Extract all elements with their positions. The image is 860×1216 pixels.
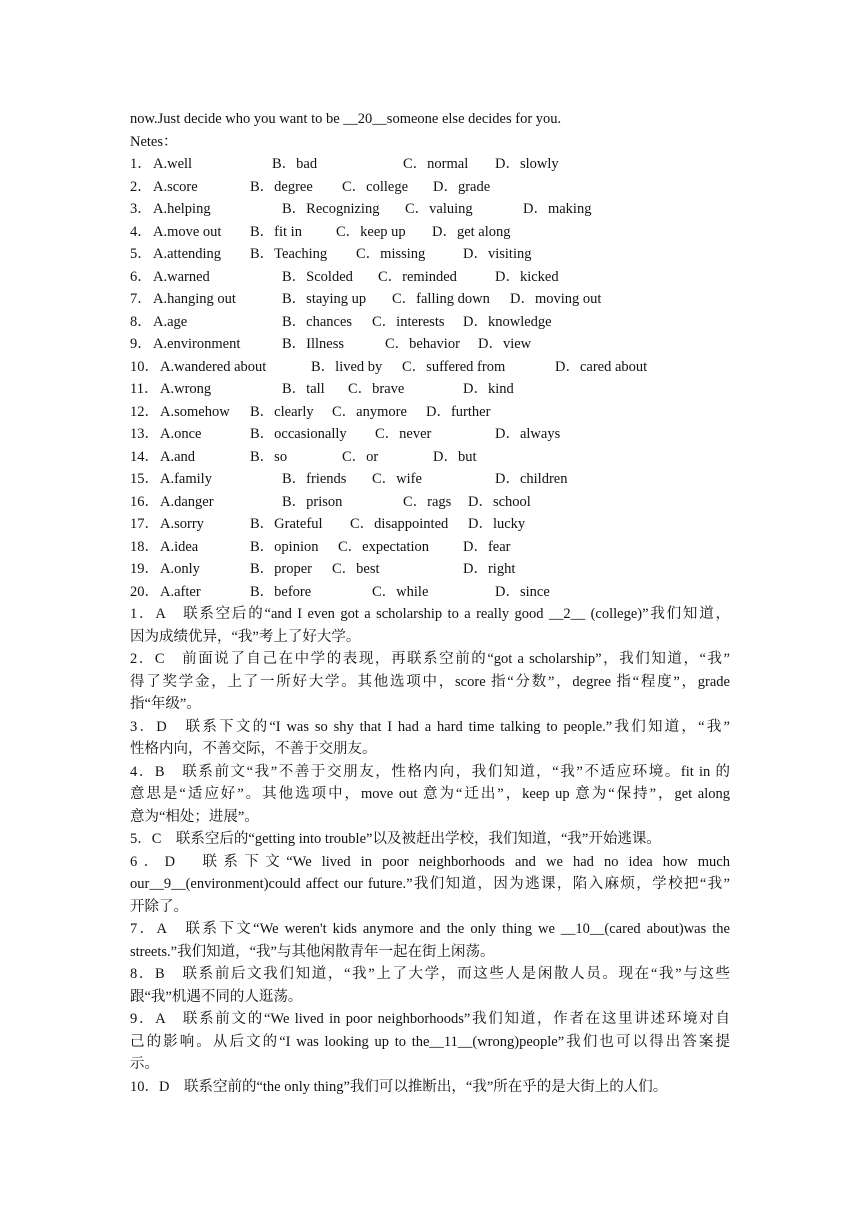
question-row <box>130 356 730 379</box>
option-b: B．Teaching <box>250 246 328 262</box>
notes-label: Netes： <box>130 133 178 150</box>
option-b: B．Grateful <box>250 516 323 532</box>
question-row <box>130 558 730 581</box>
question-number: 3． <box>130 201 152 217</box>
explanation-line: 3．D 联系下文的“I was so shy that I had a hard time talking to people.”我们知道，“我” <box>130 718 730 735</box>
option-c: C．valuing <box>405 201 473 217</box>
option-d: D．grade <box>433 178 491 195</box>
option-d: D．view <box>478 336 532 352</box>
explanation-line: 示。 <box>130 1056 159 1072</box>
explanation-line: 意思是“适应好”。其他选项中，move out 意为“迁出”，keep up 意为“保持”，get along <box>130 786 730 802</box>
question-row <box>130 153 730 176</box>
option-d: D．kicked <box>495 268 559 285</box>
explanation-line: 己的影响。从后文的“I was looking up to the__11__(wrong)people”我们也可以得出答案提 <box>130 1033 730 1050</box>
question-number: 4． <box>130 223 152 240</box>
question-row <box>130 468 730 491</box>
option-a: A.environment <box>153 336 241 352</box>
explanation-line: our__9__(environment)could affect our future.”我们知道，因为逃课，陷入麻烦，学校把“我” <box>130 876 730 892</box>
option-b: B．staying up <box>282 291 367 307</box>
question-number: 17． <box>130 516 159 532</box>
option-a: A.score <box>153 178 198 195</box>
option-b: B．friends <box>282 471 347 487</box>
intro-line: now.Just decide who you want to be __20__someone else decides for you. <box>130 111 562 127</box>
explanation-paragraph <box>130 1076 730 1099</box>
option-a: A.idea <box>160 538 199 555</box>
question-row <box>130 446 730 469</box>
explanation-line: 5．C 联系空后的“getting into trouble”以及被赶出学校，我们知道，“我”开始逃课。 <box>130 831 661 847</box>
option-a: A.once <box>160 426 202 442</box>
explanation-paragraph <box>130 603 730 648</box>
question-number: 8． <box>130 313 152 330</box>
explanation-paragraph <box>130 648 730 716</box>
option-a: A.danger <box>160 493 214 510</box>
explanation-line: 跟“我”机遇不同的人逛荡。 <box>130 988 303 1005</box>
explanation-line: 9．A 联系前文的“We lived in poor neighborhoods”我们知道，作者在这里讲述环境对自 <box>130 1011 730 1027</box>
option-a: A.helping <box>153 201 211 217</box>
question-number: 12． <box>130 403 159 420</box>
question-row <box>130 333 730 356</box>
question-row <box>130 243 730 266</box>
explanation-paragraph <box>130 761 730 829</box>
option-b: B．prison <box>282 493 343 510</box>
option-c: C．best <box>332 561 380 577</box>
question-number: 18． <box>130 538 159 555</box>
question-row <box>130 288 730 311</box>
explanation-line: 7．A 联系下文“We weren't kids anymore and the only thing we __10__(cared about)was the <box>130 921 730 937</box>
explanation-list <box>130 603 730 1098</box>
option-b: B．Scolded <box>282 268 353 285</box>
question-number: 16． <box>130 493 159 510</box>
question-number: 10． <box>130 358 159 375</box>
option-c: C．or <box>342 448 379 465</box>
question-row <box>130 378 730 401</box>
explanation-line: 8．B 联系前后文我们知道，“我”上了大学，而这些人是闲散人员。现在“我”与这些 <box>130 966 730 982</box>
option-d: D．school <box>468 493 531 510</box>
explanation-paragraph <box>130 918 730 963</box>
option-b: B．opinion <box>250 538 319 555</box>
option-a: A.well <box>153 156 193 172</box>
option-b: B．fit in <box>250 223 302 240</box>
question-row <box>130 581 730 604</box>
option-a: A.wrong <box>160 381 212 397</box>
option-b: B．proper <box>250 561 313 577</box>
question-number: 1． <box>130 156 152 172</box>
option-b: B．before <box>250 583 312 600</box>
option-d: D．always <box>495 426 561 442</box>
question-row <box>130 311 730 334</box>
explanation-line: 因为成绩优异，“我”考上了好大学。 <box>130 628 361 645</box>
explanation-line: 得了奖学金，上了一所好大学。其他选项中，score 指“分数”，degree 指“程度”，grade <box>130 673 730 690</box>
explanation-paragraph <box>130 716 730 761</box>
option-a: A.only <box>160 561 200 577</box>
option-c: C．interests <box>372 313 445 330</box>
option-a: A.warned <box>153 268 210 285</box>
option-a: A.attending <box>153 246 222 262</box>
option-d: D．get along <box>432 223 511 240</box>
option-b: B．tall <box>282 381 325 397</box>
option-c: C．disappointed <box>350 516 449 532</box>
option-c: C．rags <box>403 493 452 510</box>
option-a: A.move out <box>153 223 222 240</box>
option-b: B．degree <box>250 178 313 195</box>
option-a: A.and <box>160 448 196 465</box>
question-row <box>130 266 730 289</box>
option-c: C．suffered from <box>402 358 506 375</box>
question-number: 9． <box>130 336 152 352</box>
explanation-line: streets.”我们知道，“我”与其他闲散青年一起在街上闲荡。 <box>130 943 495 960</box>
option-c: C．wife <box>372 471 422 487</box>
option-b: B．so <box>250 448 288 465</box>
question-row <box>130 513 730 536</box>
question-number: 11． <box>130 381 159 397</box>
option-c: C．normal <box>403 156 469 172</box>
option-d: D．visiting <box>463 246 532 262</box>
question-number: 19． <box>130 561 159 577</box>
option-d: D．further <box>426 403 491 420</box>
question-number: 6． <box>130 268 152 285</box>
option-b: B．bad <box>272 156 318 172</box>
option-d: D．kind <box>463 381 514 397</box>
explanation-paragraph <box>130 828 730 851</box>
explanation-line: 性格内向，不善交际，不善于交朋友。 <box>130 741 377 757</box>
option-b: B．clearly <box>250 403 314 420</box>
option-b: B．lived by <box>311 358 383 375</box>
option-b: B．Recognizing <box>282 201 380 217</box>
question-number: 14． <box>130 448 159 465</box>
option-d: D．but <box>433 448 477 465</box>
option-b: B．Illness <box>282 336 345 352</box>
explanation-line: 指“年级”。 <box>130 696 201 712</box>
question-number: 20． <box>130 583 159 600</box>
option-a: A.after <box>160 583 201 600</box>
option-c: C．anymore <box>332 403 407 420</box>
explanation-line: 4．B 联系前文“我”不善于交朋友，性格内向，我们知道，“我”不适应环境。fit in 的 <box>130 763 730 780</box>
explanation-line: 开除了。 <box>130 898 188 915</box>
option-a: A.hanging out <box>153 291 236 307</box>
option-d: D．right <box>463 561 516 577</box>
option-c: C．reminded <box>378 268 457 285</box>
option-a: A.sorry <box>160 516 204 532</box>
explanation-line: 10．D 联系空前的“the only thing”我们可以推断出，“我”所在乎的是大街上的人们。 <box>130 1078 668 1095</box>
option-c: C．while <box>372 583 429 600</box>
option-c: C．falling down <box>392 291 490 307</box>
explanation-paragraph <box>130 963 730 1008</box>
option-a: A.somehow <box>160 403 230 420</box>
question-row <box>130 176 730 199</box>
option-c: C．expectation <box>338 538 430 555</box>
option-d: D．knowledge <box>463 313 552 330</box>
option-d: D．since <box>495 583 550 600</box>
question-number: 7． <box>130 291 152 307</box>
question-list <box>130 153 730 603</box>
question-number: 5． <box>130 246 152 262</box>
explanation-line: 意为“相处；进展”。 <box>130 808 259 825</box>
option-d: D．slowly <box>495 156 559 172</box>
explanation-line: 6．D 联系下文“We lived in poor neighborhoods and we had no idea how much <box>130 853 730 870</box>
question-number: 13． <box>130 426 159 442</box>
option-a: A.family <box>160 471 212 487</box>
question-number: 15． <box>130 471 159 487</box>
option-c: C．missing <box>356 246 426 262</box>
explanation-paragraph <box>130 851 730 919</box>
question-row <box>130 536 730 559</box>
explanation-paragraph <box>130 1008 730 1076</box>
option-a: A.wandered about <box>160 358 267 375</box>
option-b: B．occasionally <box>250 426 347 442</box>
option-c: C．keep up <box>336 223 406 240</box>
option-c: C．brave <box>348 381 405 397</box>
option-a: A.age <box>153 313 188 330</box>
question-row <box>130 491 730 514</box>
question-row <box>130 198 730 221</box>
explanation-line: 2．C 前面说了自己在中学的表现，再联系空前的“got a scholarship”，我们知道，“我” <box>130 651 730 667</box>
explanation-line: 1．A 联系空后的“and I even got a scholarship to a really good __2__ (college)”我们知道， <box>130 606 730 622</box>
option-d: D．moving out <box>510 291 602 307</box>
question-number: 2． <box>130 178 152 195</box>
question-row <box>130 423 730 446</box>
option-d: D．lucky <box>468 516 526 532</box>
option-c: C．never <box>375 426 432 442</box>
question-row <box>130 401 730 424</box>
option-d: D．making <box>523 201 592 217</box>
option-c: C．college <box>342 178 409 195</box>
question-row <box>130 221 730 244</box>
option-b: B．chances <box>282 313 353 330</box>
option-c: C．behavior <box>385 336 460 352</box>
option-d: D．cared about <box>555 358 648 375</box>
document-content <box>130 108 730 1098</box>
option-d: D．children <box>495 471 568 487</box>
option-d: D．fear <box>463 538 511 555</box>
